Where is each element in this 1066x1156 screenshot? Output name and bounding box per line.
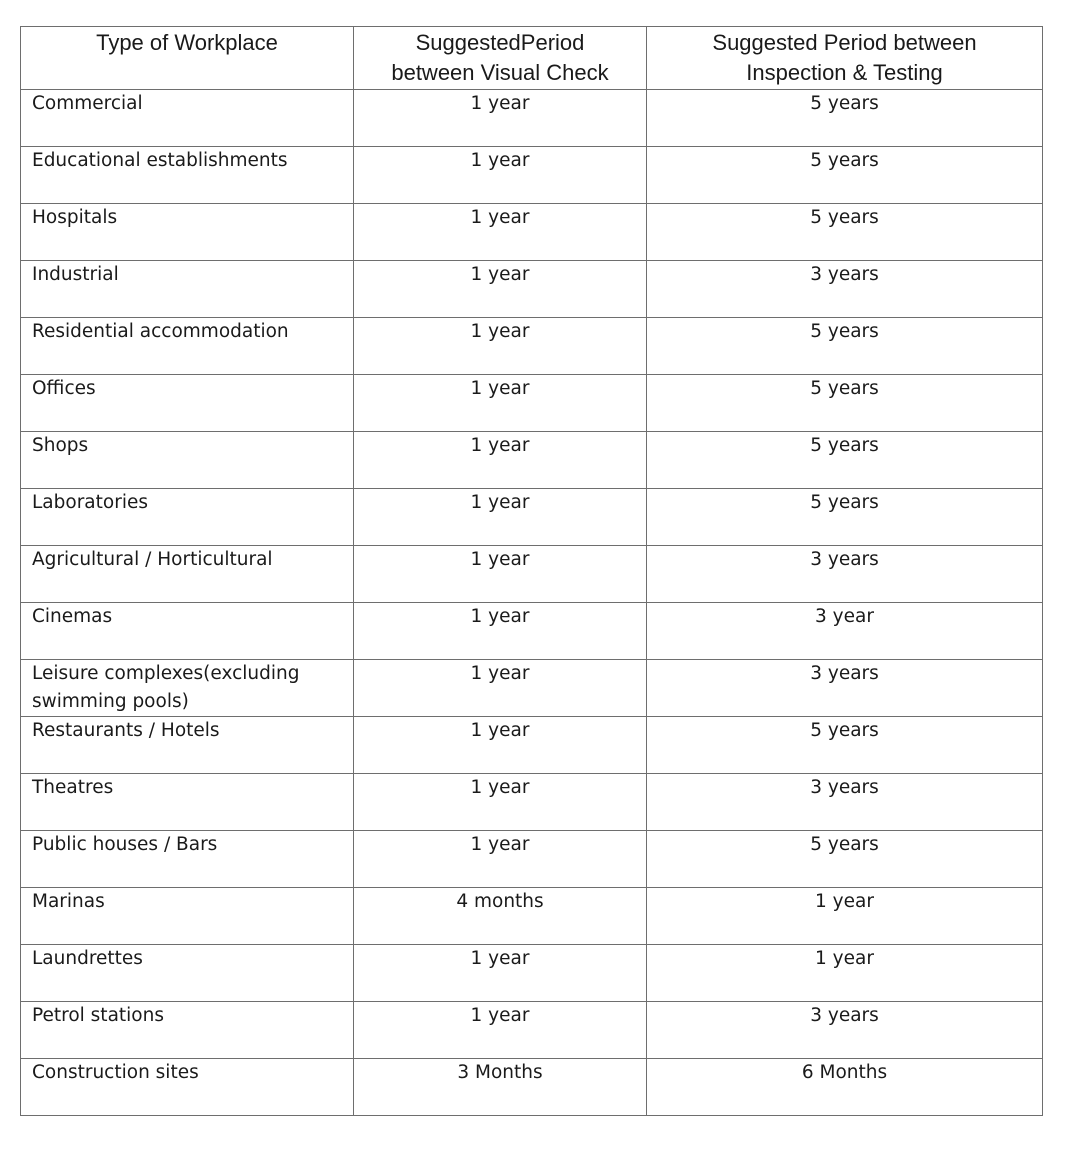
workplace-type-cell: Agricultural / Horticultural bbox=[21, 546, 354, 603]
workplace-type-cell: Public houses / Bars bbox=[21, 831, 354, 888]
visual-check-period-cell: 1 year bbox=[354, 546, 647, 603]
table-row bbox=[21, 204, 1043, 261]
visual-check-period-cell: 1 year bbox=[354, 603, 647, 660]
header-visual-line1: SuggestedPeriod bbox=[415, 30, 585, 55]
header-visual-line2: between Visual Check bbox=[391, 60, 609, 85]
workplace-type-cell: Laundrettes bbox=[21, 945, 354, 1002]
visual-check-period-cell: 3 Months bbox=[354, 1059, 647, 1116]
table-row bbox=[21, 717, 1043, 774]
header-visual-check-period bbox=[354, 27, 647, 90]
header-inspection-testing-period bbox=[647, 27, 1043, 90]
header-type-label: Type of Workplace bbox=[96, 30, 278, 55]
inspection-testing-period-cell: 3 years bbox=[647, 261, 1043, 318]
visual-check-period-cell: 1 year bbox=[354, 318, 647, 375]
inspection-testing-period-cell: 3 years bbox=[647, 546, 1043, 603]
table-row bbox=[21, 603, 1043, 660]
workplace-type-cell: Laboratories bbox=[21, 489, 354, 546]
visual-check-period-cell: 1 year bbox=[354, 717, 647, 774]
table-row bbox=[21, 147, 1043, 204]
visual-check-period-cell: 1 year bbox=[354, 375, 647, 432]
inspection-testing-period-cell: 5 years bbox=[647, 432, 1043, 489]
inspection-testing-period-cell: 3 year bbox=[647, 603, 1043, 660]
header-testing-line1: Suggested Period between bbox=[712, 30, 977, 55]
visual-check-period-cell: 1 year bbox=[354, 1002, 647, 1059]
header-testing-line2: Inspection & Testing bbox=[746, 60, 943, 85]
inspection-testing-period-cell: 5 years bbox=[647, 489, 1043, 546]
table-row bbox=[21, 90, 1043, 147]
table-body bbox=[21, 90, 1043, 1116]
header-type-of-workplace bbox=[21, 27, 354, 90]
visual-check-period-cell: 1 year bbox=[354, 90, 647, 147]
workplace-type-cell: Construction sites bbox=[21, 1059, 354, 1116]
visual-check-period-cell: 1 year bbox=[354, 489, 647, 546]
workplace-type-cell: Offices bbox=[21, 375, 354, 432]
visual-check-period-cell: 1 year bbox=[354, 147, 647, 204]
table-row bbox=[21, 1059, 1043, 1116]
inspection-testing-period-cell: 3 years bbox=[647, 660, 1043, 717]
table-row bbox=[21, 660, 1043, 717]
workplace-type-cell: Residential accommodation bbox=[21, 318, 354, 375]
visual-check-period-cell: 1 year bbox=[354, 831, 647, 888]
inspection-testing-period-cell: 5 years bbox=[647, 318, 1043, 375]
workplace-type-cell: Educational establishments bbox=[21, 147, 354, 204]
inspection-testing-period-cell: 6 Months bbox=[647, 1059, 1043, 1116]
inspection-testing-period-cell: 3 years bbox=[647, 1002, 1043, 1059]
inspection-testing-period-cell: 5 years bbox=[647, 717, 1043, 774]
workplace-type-cell: Leisure complexes(excluding swimming pools) bbox=[21, 660, 354, 717]
table-row bbox=[21, 888, 1043, 945]
inspection-testing-period-cell: 5 years bbox=[647, 147, 1043, 204]
table-row bbox=[21, 261, 1043, 318]
workplace-type-cell: Industrial bbox=[21, 261, 354, 318]
table-header bbox=[21, 27, 1043, 90]
table-row bbox=[21, 432, 1043, 489]
inspection-testing-period-cell: 5 years bbox=[647, 375, 1043, 432]
inspection-testing-period-cell: 3 years bbox=[647, 774, 1043, 831]
table-row bbox=[21, 774, 1043, 831]
visual-check-period-cell: 4 months bbox=[354, 888, 647, 945]
inspection-testing-period-cell: 5 years bbox=[647, 90, 1043, 147]
workplace-type-cell: Marinas bbox=[21, 888, 354, 945]
workplace-type-cell: Commercial bbox=[21, 90, 354, 147]
workplace-type-cell: Theatres bbox=[21, 774, 354, 831]
visual-check-period-cell: 1 year bbox=[354, 774, 647, 831]
table-row bbox=[21, 318, 1043, 375]
table-row bbox=[21, 375, 1043, 432]
table-row bbox=[21, 945, 1043, 1002]
visual-check-period-cell: 1 year bbox=[354, 945, 647, 1002]
inspection-testing-period-cell: 1 year bbox=[647, 945, 1043, 1002]
visual-check-period-cell: 1 year bbox=[354, 660, 647, 717]
inspection-period-table bbox=[20, 26, 1043, 1116]
inspection-testing-period-cell: 5 years bbox=[647, 831, 1043, 888]
header-row bbox=[21, 27, 1043, 90]
visual-check-period-cell: 1 year bbox=[354, 432, 647, 489]
table-row bbox=[21, 831, 1043, 888]
workplace-type-cell: Petrol stations bbox=[21, 1002, 354, 1059]
visual-check-period-cell: 1 year bbox=[354, 204, 647, 261]
visual-check-period-cell: 1 year bbox=[354, 261, 647, 318]
table-row bbox=[21, 489, 1043, 546]
workplace-type-cell: Cinemas bbox=[21, 603, 354, 660]
inspection-testing-period-cell: 1 year bbox=[647, 888, 1043, 945]
workplace-type-cell: Restaurants / Hotels bbox=[21, 717, 354, 774]
table-row bbox=[21, 1002, 1043, 1059]
workplace-type-cell: Hospitals bbox=[21, 204, 354, 261]
workplace-type-cell: Shops bbox=[21, 432, 354, 489]
inspection-testing-period-cell: 5 years bbox=[647, 204, 1043, 261]
table-row bbox=[21, 546, 1043, 603]
